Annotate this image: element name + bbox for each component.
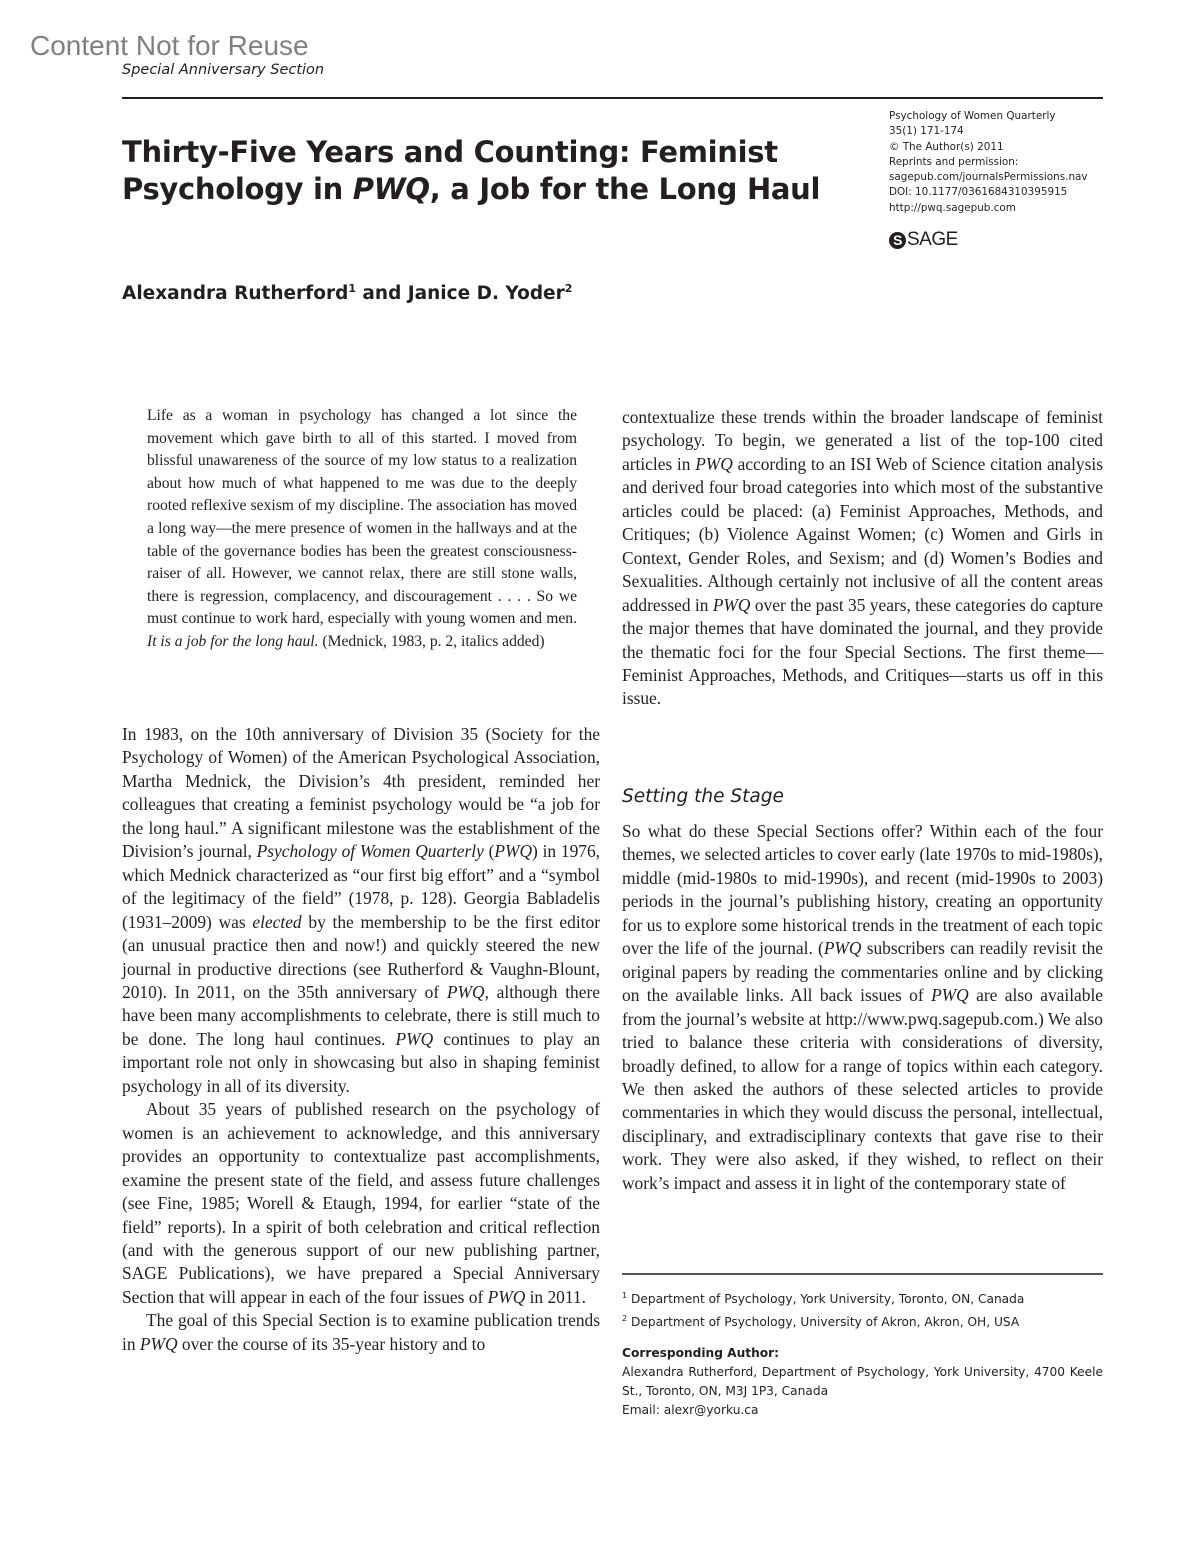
text-segment: It is a job for the long haul. [147, 632, 319, 650]
text-segment: PWQ [823, 938, 862, 959]
journal-name: Psychology of Women Quarterly [889, 110, 1056, 122]
text-segment: subscribers can readily revisit the original papers by reading the commentaries online and by clicking on the available links. All back issues of [622, 938, 1103, 1006]
affiliation [622, 1309, 1024, 1332]
text-segment: Life as a woman in psychology has changed a lot since the movement which gave birth to all of this started. I moved from blissful unawareness of the source of my low status to a realization about how much of what happened to me was due to the deeply rooted reflexive sexism of my discipline. The association has moved a long way—the mere presence of women in the hallways and at the table of the governance bodies has been the greatest consciousness-raiser of all. However, we cannot relax, there are still stone walls, there is regression, complacency, and discouragement . . . . So we must continue to work hard, especially with young women and men. [147, 407, 577, 628]
text-segment: So what do these Special Sections offer? Within each of the four themes, we selected articles to cover early (late 1970s to mid-1980s), middle (mid-1980s to mid-1990s), and recent (mid-1990s to 2003) periods in the journal’s publishing history, creating an opportunity for us to explore some historical trends in the treatment of each topic over the life of the journal. ( [622, 821, 1103, 959]
text-segment: ) in 1976, which Mednick characterized as “our first big effort” and a “symbol of the legitimacy of the field” (1978, p. 128). Georgia Babladelis (1931–2009) was [122, 841, 601, 932]
paragraph [122, 723, 600, 1098]
journal-url[interactable]: http://pwq.sagepub.com [889, 201, 1016, 214]
sage-logo-text: SAGE [907, 229, 958, 250]
author-affil-mark: 2 [564, 282, 573, 295]
journal-meta [889, 109, 1088, 216]
footnote-rule [622, 1273, 1103, 1275]
text-segment: PWQ [395, 1028, 434, 1049]
corresponding-email[interactable]: Email: alexr@yorku.ca [622, 1403, 759, 1417]
text-segment: according to an ISI Web of Science citation analysis and derived four broad categories into which most of the substantive articles could be placed: (a) Feminist Approaches, Methods, and Critiques; (b) Violence Against Women; (c) Women and Girls in Context, Gender Roles, and Sexism; and (d) Women’s Bodies and Sexualities. Although certainly not inclusive of all the content areas addressed in [622, 453, 1103, 615]
sage-logo [889, 229, 958, 251]
affil-mark: 2 [622, 1314, 628, 1324]
paragraph [147, 405, 577, 654]
text-segment: PWQ [446, 981, 485, 1002]
text-segment: by the membership to be the first editor (an unusual practice then and now!) and quickly steered the new journal in productive directions (see Rutherford & Vaughn-Blount, 2010). In 2011, on the 35th anniversary of [122, 911, 600, 1002]
text-segment: over the past 35 years, these categories do capture the major themes that have dominated the journal, and they provide the thematic foci for the four Special Sections. The first theme—Feminist Approaches, Methods, and Critiques—starts us off in this issue. [622, 594, 1104, 709]
text-segment: Psychology of Women Quarterly [256, 841, 484, 862]
author-conjunction: and [355, 283, 408, 305]
affiliation [622, 1286, 1024, 1309]
text-segment: PWQ [712, 594, 751, 615]
text-segment: continues to play an important role not only in showcasing but also in shaping feminist psychology in all of its diversity. [122, 1028, 600, 1096]
article-title [122, 134, 842, 208]
paragraph [122, 1309, 600, 1356]
text-segment: elected [252, 911, 302, 932]
section-label: Special Anniversary Section [122, 62, 325, 78]
body-right-column [622, 406, 1103, 711]
body-left-column [122, 723, 600, 1356]
corresponding-heading: Corresponding Author: [622, 1346, 780, 1360]
affil-mark: 1 [622, 1291, 628, 1300]
paragraph [122, 1098, 600, 1309]
section-heading: Setting the Stage [622, 786, 784, 807]
authors [122, 282, 572, 304]
title-line-1: Thirty-Five Years and Counting: Feminist [122, 135, 778, 169]
epigraph-quote [147, 405, 577, 654]
text-segment: In 1983, on the 10th anniversary of Division 35 (Society for the Psychology of Women) of the American Psychological Association, Martha Mednick, the Division’s 4th president, reminded her colleagues that creating a feminist psychology would be “a job for the long haul.” A significant milestone was the establishment of the Division’s journal, [122, 724, 600, 862]
text-segment: About 35 years of published research on the psychology of women is an achievement to acknowledge, and this anniversary provides an opportunity to contextualize past accomplishments, examine the present state of the field, and assess future challenges (see Fine, 1985; Worell & Etaugh, 1994, for earlier “state of the field” reports). In a spirit of both celebration and critical reflection (and with the generous support of our new publishing partner, SAGE Publications), we have prepared a Special Anniversary Section that will appear in each of the four issues of [122, 1099, 600, 1307]
text-segment: contextualize these trends within the broader landscape of feminist psychology. To begin, we generated a list of the top-100 cited articles in [622, 407, 1103, 474]
volume-pages: 35(1) 171-174 [889, 125, 964, 138]
text-segment: PWQ [487, 1286, 526, 1307]
doi[interactable]: DOI: 10.1177/0361684310395915 [889, 186, 1068, 199]
permissions-link[interactable]: sagepub.com/journalsPermissions.nav [889, 171, 1088, 184]
affil-text: Department of Psychology, York University, Toronto, ON, Canada [630, 1292, 1025, 1307]
header-rule [122, 97, 1103, 99]
author-affil-mark: 1 [348, 282, 356, 295]
author-name: Alexandra Rutherford [122, 283, 349, 305]
text-segment: , although there have been many accomplishments to celebrate, there is still much to be done. The long haul continues. [122, 981, 600, 1049]
text-segment: (Mednick, 1983, p. 2, italics added) [318, 632, 545, 650]
watermark: Content Not for Reuse [30, 30, 309, 61]
corresponding-address: Alexandra Rutherford, Department of Psychology, York University, 4700 Keele St., Toronto, ON, M3J 1P3, Canada [622, 1365, 1103, 1398]
paragraph [622, 406, 1103, 711]
text-segment: PWQ [139, 1333, 178, 1354]
title-italic: PWQ [352, 172, 430, 206]
affil-text: Department of Psychology, University of Akron, Akron, OH, USA [630, 1315, 1020, 1330]
reprints-label: Reprints and permission: [889, 155, 1019, 168]
text-segment: PWQ [494, 841, 533, 862]
text-segment: PWQ [695, 453, 733, 474]
text-segment: are also available from the journal’s website at http://www.pwq.sagepub.com.) We also tried to balance these criteria with considerations of diversity, broadly defined, to allow for a range of topics within each category. We then asked the authors of these selected articles to provide commentaries in which they would discuss the personal, intellectual, disciplinary, and extradisciplinary contexts that gave rise to their work. They were also asked, if they wished, to reflect on their work’s impact and assess it in light of the contemporary state of [622, 985, 1103, 1193]
body-right-column-2 [622, 820, 1103, 1195]
text-segment: PWQ [931, 985, 969, 1006]
title-text: Psychology in [122, 172, 353, 206]
text-segment: over the course of its 35-year history and to [177, 1333, 486, 1354]
title-line-2 [122, 171, 842, 208]
copyright: © The Author(s) 2011 [889, 140, 1004, 153]
affiliations [622, 1286, 1024, 1332]
corresponding-author [622, 1344, 1103, 1420]
text-segment: ( [483, 841, 495, 862]
text-segment: The goal of this Special Section is to examine publication trends in [122, 1310, 600, 1354]
paragraph [622, 820, 1103, 1195]
title-text: , a Job for the Long Haul [429, 172, 821, 206]
sage-logo-icon: S [889, 232, 906, 249]
text-segment: in 2011. [525, 1286, 586, 1307]
author-name: Janice D. Yoder [407, 283, 565, 305]
